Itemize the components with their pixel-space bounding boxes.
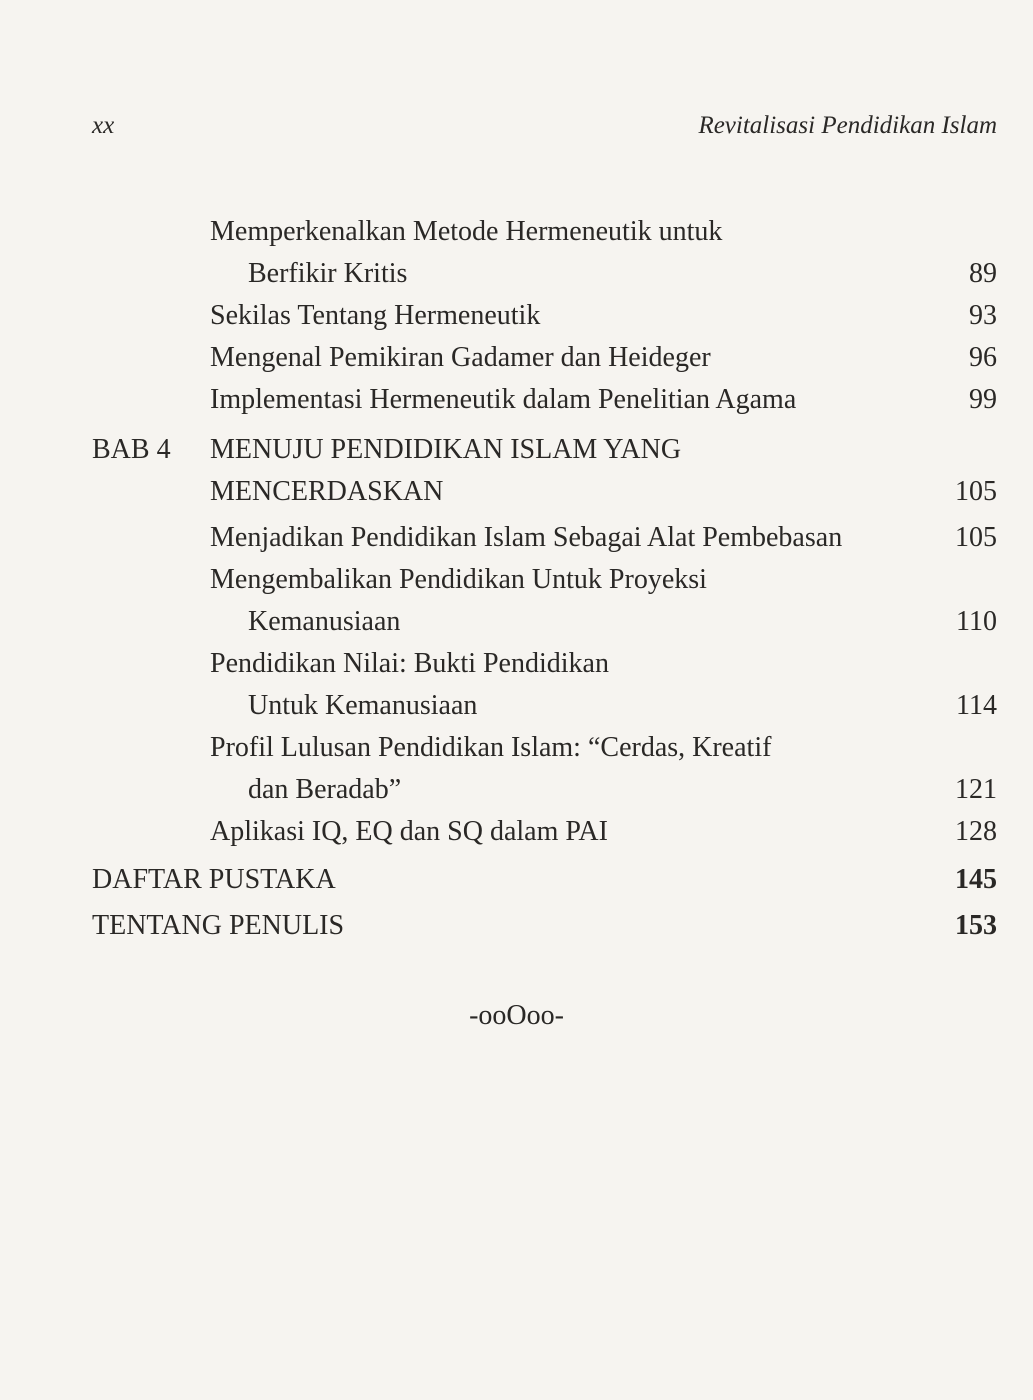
toc-entry-proyeksi-page: 110 — [956, 606, 997, 637]
toc-entry-proyeksi-line2: Kemanusiaan — [248, 606, 401, 637]
toc-entry-gadamer-heideger-page: 96 — [969, 342, 997, 373]
toc-entry-alat-pembebasan-page: 105 — [955, 522, 997, 553]
toc-entry-profil-lulusan-page: 121 — [955, 774, 997, 805]
chapter-title-bab4-line2: MENCERDASKAN — [210, 476, 444, 507]
toc-entry-proyeksi-line1: Mengembalikan Pendidikan Untuk Proyeksi — [210, 564, 707, 595]
toc-entry-implementasi-hermeneutik: Implementasi Hermeneutik dalam Penelitian Agama — [210, 384, 797, 415]
toc-entry-alat-pembebasan: Menjadikan Pendidikan Islam Sebagai Alat Pembebasan — [210, 522, 843, 553]
toc-entry-profil-lulusan-line2: dan Beradab” — [248, 774, 402, 805]
toc-entry-hermeneutik-kritis-line2: Berfikir Kritis — [248, 258, 408, 289]
ending-mark: -ooOoo- — [469, 1000, 564, 1031]
toc-tentang-penulis: TENTANG PENULIS — [92, 910, 345, 941]
toc-tentang-penulis-page: 153 — [955, 910, 997, 941]
chapter-label-bab4: BAB 4 — [92, 434, 171, 465]
toc-entry-sekilas-hermeneutik-page: 93 — [969, 300, 997, 331]
toc-entry-aplikasi-iq-page: 128 — [955, 816, 997, 847]
chapter-bab4-page: 105 — [955, 476, 997, 507]
toc-daftar-pustaka: DAFTAR PUSTAKA — [92, 864, 336, 895]
page-number: xx — [92, 112, 115, 139]
toc-entry-hermeneutik-kritis-page: 89 — [969, 258, 997, 289]
toc-entry-pendidikan-nilai-page: 114 — [956, 690, 997, 721]
toc-entry-profil-lulusan-line1: Profil Lulusan Pendidikan Islam: “Cerdas, Kreatif — [210, 732, 772, 763]
toc-entry-pendidikan-nilai-line2: Untuk Kemanusiaan — [248, 690, 478, 721]
running-title: Revitalisasi Pendidikan Islam — [698, 112, 997, 139]
chapter-title-bab4-line1: MENUJU PENDIDIKAN ISLAM YANG — [210, 434, 682, 465]
toc-entry-hermeneutik-kritis-line1: Memperkenalkan Metode Hermeneutik untuk — [210, 216, 723, 247]
toc-entry-aplikasi-iq: Aplikasi IQ, EQ dan SQ dalam PAI — [210, 816, 608, 847]
toc-entry-sekilas-hermeneutik: Sekilas Tentang Hermeneutik — [210, 300, 541, 331]
toc-entry-gadamer-heideger: Mengenal Pemikiran Gadamer dan Heideger — [210, 342, 711, 373]
toc-daftar-pustaka-page: 145 — [955, 864, 997, 895]
toc-entry-implementasi-hermeneutik-page: 99 — [969, 384, 997, 415]
toc-entry-pendidikan-nilai-line1: Pendidikan Nilai: Bukti Pendidikan — [210, 648, 609, 679]
